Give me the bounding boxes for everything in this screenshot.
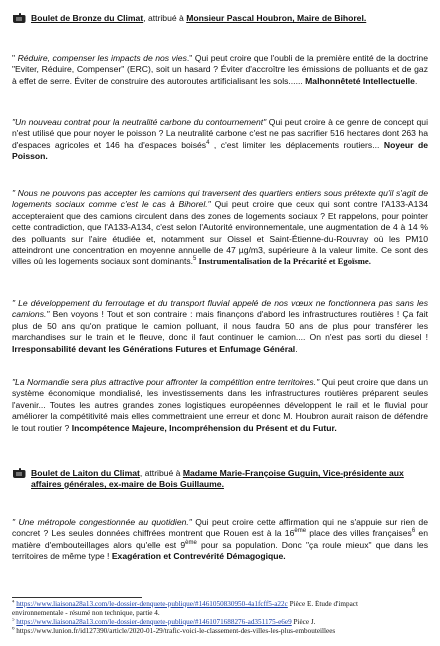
award-bronze-recipient: Monsieur Pascal Houbron, Maire de Bihorel. bbox=[186, 13, 367, 23]
verdict-end: . bbox=[295, 343, 298, 354]
footnote-4-continued bbox=[12, 609, 432, 618]
verdict-end: . bbox=[414, 75, 418, 86]
award-laiton-mid: , attribué à bbox=[139, 468, 183, 478]
footnote-text: Pièce J. bbox=[291, 618, 316, 626]
footnote-4 bbox=[12, 600, 432, 609]
quote-text: " Le développement du ferroutage et du transport fluvial appelé de nos vœux ne fonctionnera pas sans les camions." bbox=[12, 298, 428, 320]
footnote-number: 6 bbox=[12, 627, 15, 632]
award-bronze-mid: , attribué à bbox=[143, 13, 187, 23]
footnote-text: Pièce E. Étude d'impact bbox=[287, 600, 358, 608]
paragraph-text-2: place des villes françaises bbox=[306, 528, 412, 539]
paragraph-2 bbox=[12, 117, 428, 163]
superscript-ordinal: ème bbox=[294, 528, 307, 535]
footnote-6 bbox=[12, 627, 432, 636]
quote-open: " bbox=[12, 53, 18, 63]
pointing-hand-icon bbox=[12, 12, 26, 24]
quote-text: "La Normandie sera plus attractive pour affronter la compétition entre territoires." bbox=[12, 377, 320, 387]
paragraph-text: Ben voyons ! Tout et son contraire : mais finançons d'abord les infrastructures routières ! Ça fait plus de 50 ans qu'on pratique le camion polluant, il nous faudra 50 ans de plus pour transférer les marchandises sur le train et le fleuve, donc il faut continuer le camion.... On n'est pas sorti du diesel ! bbox=[12, 309, 428, 343]
award-bronze-heading bbox=[12, 13, 428, 25]
paragraph-text-4: pour sa population. Donc "ça roule mieux" que dans les territoires de même type ! bbox=[12, 539, 428, 562]
footnote-ref[interactable]: 5 bbox=[193, 256, 197, 263]
quote-text: " Une métropole congestionnée au quotidien." bbox=[12, 517, 192, 527]
pointing-hand-icon bbox=[12, 467, 26, 479]
verdict-text: Exagération et Contrevérité Démagogique. bbox=[111, 551, 286, 562]
paragraph-1 bbox=[12, 53, 428, 87]
paragraph-6 bbox=[12, 517, 428, 563]
verdict-text: Malhonnêteté Intellectuelle bbox=[305, 75, 415, 86]
paragraph-text-3: en matière d'embouteillages alors qu'elle est 9 bbox=[12, 528, 428, 550]
footnote-ref[interactable]: 4 bbox=[206, 139, 210, 146]
footnote-5 bbox=[12, 618, 432, 627]
paragraph-text: Qui peut croire que ceux qui sont contre l'A133-A134 accepteraient que des camions circulent dans des zones de logements sociaux ? Et rappelons, pour pointer cette contradiction, que l'A133-A134, c'est selon l'Autorité environnementale, une augmentation de 4 à 14 % des polluants sur l'aire étudiée et, notamment sur Oissel et Saint-Étienne-du-Rouvray où les PM10 atteindront une concentration en moyenne annuelle de 47 µg/m3, supérieure à la valeur limite. Ce sont des villes où les logements sociaux sont dominants. bbox=[12, 199, 428, 267]
footnote-ref[interactable]: 6 bbox=[411, 528, 416, 535]
award-bronze-title: Boulet de Bronze du Climat bbox=[31, 13, 144, 23]
verdict-text: Noyeur de Poisson. bbox=[12, 139, 429, 162]
footnote-number: 5 bbox=[12, 618, 15, 623]
superscript-ordinal: ème bbox=[185, 539, 197, 546]
paragraph-text: Qui peut croire que dans un système économique mondialisé, les investissements dans les infrastructures routières préparent seules l'avenir... Toutes les autres grandes zones logistiques européennes développent le rail et le fluvial pour améliorer la compétitivité mais elles commettraient une erreur et donc M. Houbron aurait raison de défendre le tout routier ? bbox=[12, 377, 428, 433]
footnote-number: 4 bbox=[12, 600, 15, 605]
paragraph-text: Qui peut croire à ce genre de concept qui n'est utilisé que pour noyer le poisson ? La neutralité carbone c'est ne pas sacrifier 516 hectares dont 263 ha d'espaces agricoles et 146 ha d'espaces boisés bbox=[12, 117, 428, 150]
award-laiton-heading bbox=[12, 468, 428, 490]
verdict-text: Instrumentalisation de la Précarité et Egoïsme. bbox=[196, 256, 371, 267]
quote-text: "Un nouveau contrat pour la neutralité carbone du contournement" bbox=[12, 117, 267, 127]
paragraph-3 bbox=[12, 188, 428, 268]
paragraph-text: Qui peut croire cette affirmation qui ne s'appuie sur rien de concret ? Les seules données chiffrées montrent que Rouen est à la 16 bbox=[12, 517, 428, 539]
paragraph-text-2: , c'est limiter les déplacements routiers... bbox=[209, 139, 384, 150]
verdict-text: Incompétence Majeure, Incompréhension du Présent et du Futur. bbox=[71, 422, 337, 433]
footnote-text: https://www.lunion.fr/id127390/article/2020-01-29/trafic-voici-le-classement-des-villes-les-plus-embouteillees bbox=[16, 627, 336, 635]
quote-text: Réduire, compenser les impacts de nos vies bbox=[17, 53, 187, 63]
award-laiton-recipient: Madame Marie-Françoise Guguin, Vice-présidente aux affaires générales, ex-maire de Bois Guillaume. bbox=[31, 468, 404, 489]
paragraph-4 bbox=[12, 298, 428, 355]
footnote-text: environnementale - résumé non technique, partie 4. bbox=[12, 609, 160, 617]
award-laiton-title: Boulet de Laiton du Climat bbox=[31, 468, 140, 478]
verdict-text: Irresponsabilité devant les Générations Futures et Enfumage Général bbox=[12, 343, 296, 354]
paragraph-5 bbox=[12, 377, 428, 434]
footnote-link[interactable]: https://www.liaisona28a13.com/le-dossier-denquete-publique/#1461071688276-ad351175-e6e9 bbox=[16, 618, 292, 626]
paragraph-text: ." Qui peut croire que l'oubli de la première entité de la doctrine "Eviter, Réduire, Compenser" (ERC), soit un hasard ? Éviter d'accroître les émissions de polluants et de gaz à effet de serre. Éviter de construire des autoroutes artificialisant les sols...... bbox=[12, 53, 428, 86]
footnote-separator bbox=[12, 597, 142, 598]
footnote-link[interactable]: https://www.liaisona28a13.com/le-dossier-denquete-publique/#1461050830950-4a1fcff5-a22c bbox=[16, 600, 288, 608]
quote-text: " Nous ne pouvons pas accepter les camions qui traversent des quartiers entiers sous prétexte qu'il s'agit de logements sociaux comme c'est le cas à Bihorel." bbox=[12, 188, 428, 210]
